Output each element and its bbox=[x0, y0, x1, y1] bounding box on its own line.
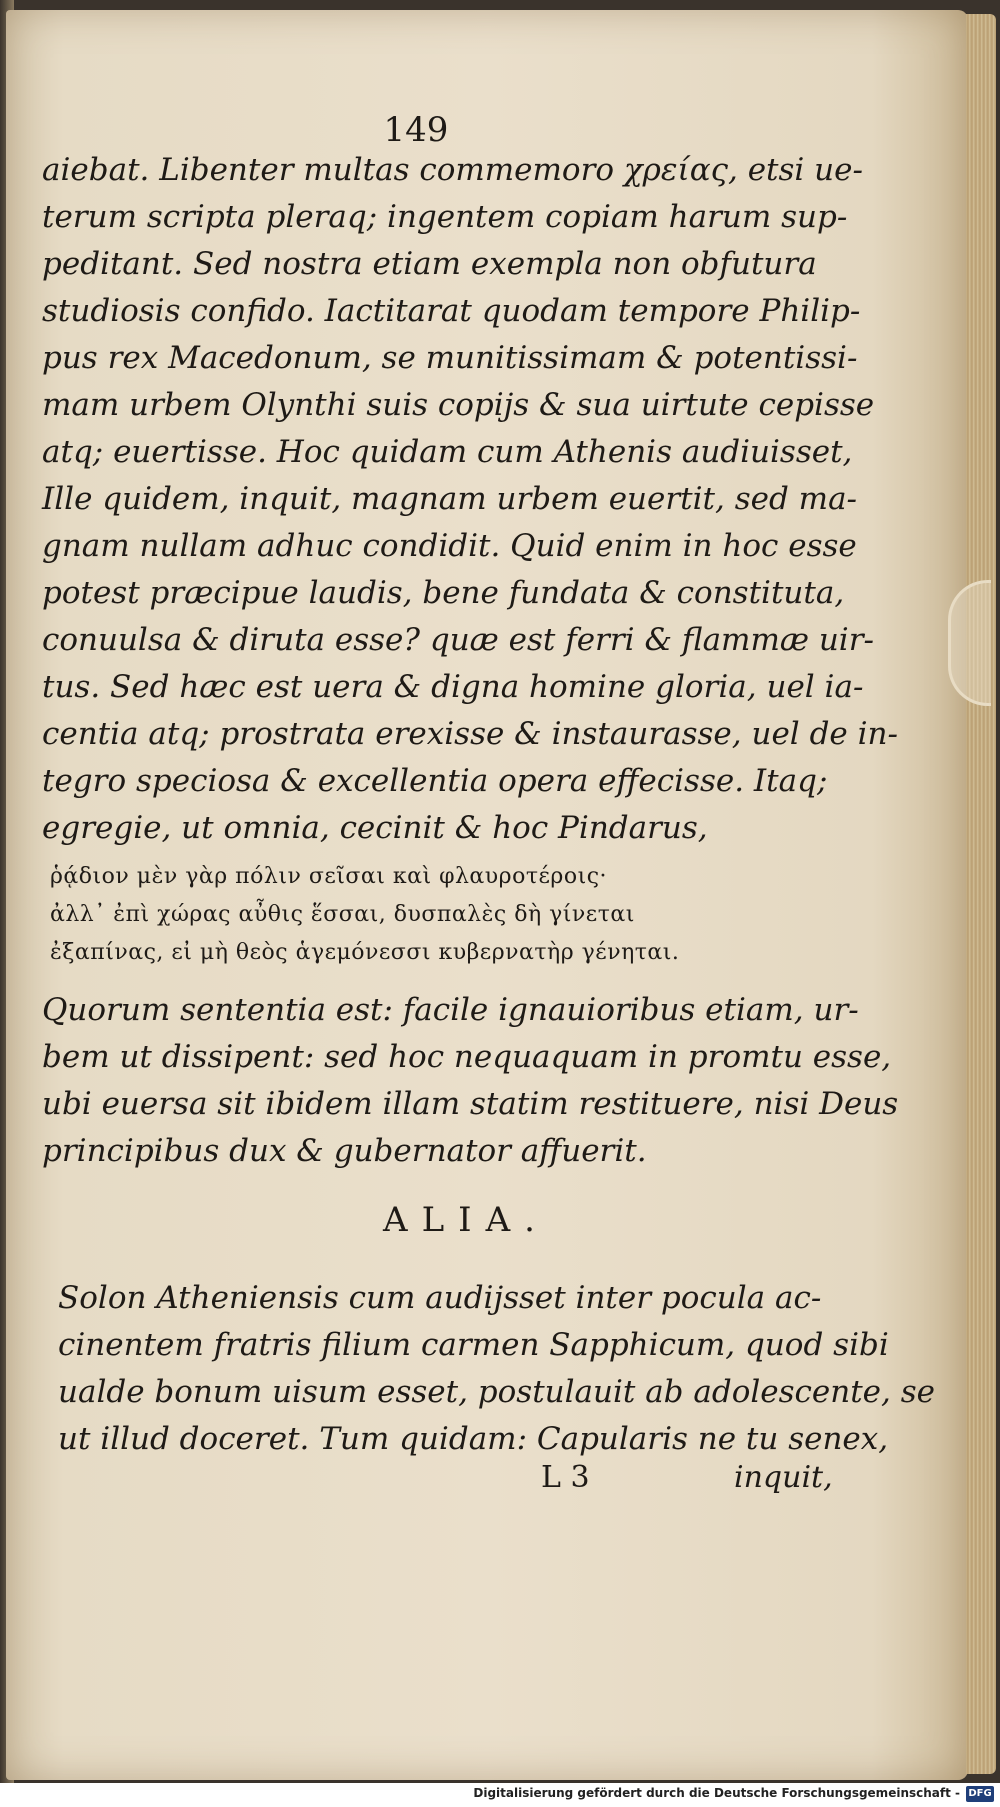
text-line: peditant. Sed nostra etiam exempla non obfutura bbox=[42, 246, 817, 282]
text-line: Quorum sententia est: facile ignauioribus etiam, ur- bbox=[42, 992, 859, 1028]
text-line: conuulsa & diruta esse? quæ est ferri & flammæ uir- bbox=[42, 622, 875, 658]
text-line: ut illud doceret. Tum quidam: Capularis ne tu senex, bbox=[58, 1421, 889, 1457]
signature-mark: L 3 bbox=[541, 1460, 590, 1495]
footer-credit: Digitalisierung gefördert durch die Deutsche Forschungsgemeinschaft - bbox=[473, 1786, 960, 1800]
text-line: ubi euersa sit ibidem illam statim restituere, nisi Deus bbox=[42, 1086, 899, 1122]
text-line: ualde bonum uisum esset, postulauit ab adolescente, se bbox=[58, 1374, 935, 1410]
page-number: 149 bbox=[383, 110, 449, 150]
text-line: studiosis confido. Iactitarat quodam tempore Philip- bbox=[42, 293, 861, 329]
text-line: terum scripta pleraq; ingentem copiam harum sup- bbox=[42, 199, 848, 235]
greek-verse-line: ἐξαπίνας, εἰ μὴ θεὸς ἁγεμόνεσσι κυβερνατὴρ γένηται. bbox=[50, 940, 680, 965]
text-line: bem ut dissipent: sed hoc nequaquam in promtu esse, bbox=[42, 1039, 892, 1075]
section-heading: ALIA. bbox=[383, 1200, 549, 1240]
text-line: cinentem fratris filium carmen Sapphicum, quod sibi bbox=[58, 1327, 889, 1363]
dfg-logo: DFG bbox=[966, 1786, 994, 1802]
text-line: gnam nullam adhuc condidit. Quid enim in hoc esse bbox=[42, 528, 857, 564]
text-line: atq; euertisse. Hoc quidam cum Athenis audiuisset, bbox=[42, 434, 853, 470]
greek-verse-line: ἀλλ᾽ ἐπὶ χώρας αὖθις ἕσσαι, δυσπαλὲς δὴ γίνεται bbox=[50, 902, 635, 927]
text-line: principibus dux & gubernator affuerit. bbox=[42, 1133, 647, 1169]
catchword: inquit, bbox=[734, 1460, 833, 1495]
page-edges bbox=[966, 14, 996, 1774]
text-line: pus rex Macedonum, se munitissimam & potentissi- bbox=[42, 340, 858, 376]
text-line: mam urbem Olynthi suis copijs & sua uirtute cepisse bbox=[42, 387, 875, 423]
text-line: Ille quidem, inquit, magnam urbem euertit, sed ma- bbox=[42, 481, 858, 517]
digitization-footer bbox=[0, 1783, 1000, 1807]
text-line: egregie, ut omnia, cecinit & hoc Pindarus, bbox=[42, 810, 708, 846]
text-line: tegro speciosa & excellentia opera effecisse. Itaq; bbox=[42, 763, 828, 799]
text-line: tus. Sed hæc est uera & digna homine gloria, uel ia- bbox=[42, 669, 864, 705]
text-line: aiebat. Libenter multas commemoro χρείας, etsi ue- bbox=[42, 152, 863, 188]
bookmark-tab bbox=[948, 580, 991, 706]
text-line: potest præcipue laudis, bene fundata & constituta, bbox=[42, 575, 845, 611]
text-line: centia atq; prostrata erexisse & instaurasse, uel de in- bbox=[42, 716, 898, 752]
greek-verse-line: ῥᾴδιον μὲν γὰρ πόλιν σεῖσαι καὶ φλαυροτέροις· bbox=[50, 864, 608, 889]
text-line: Solon Atheniensis cum audijsset inter pocula ac- bbox=[58, 1280, 822, 1316]
book-page bbox=[6, 10, 968, 1780]
